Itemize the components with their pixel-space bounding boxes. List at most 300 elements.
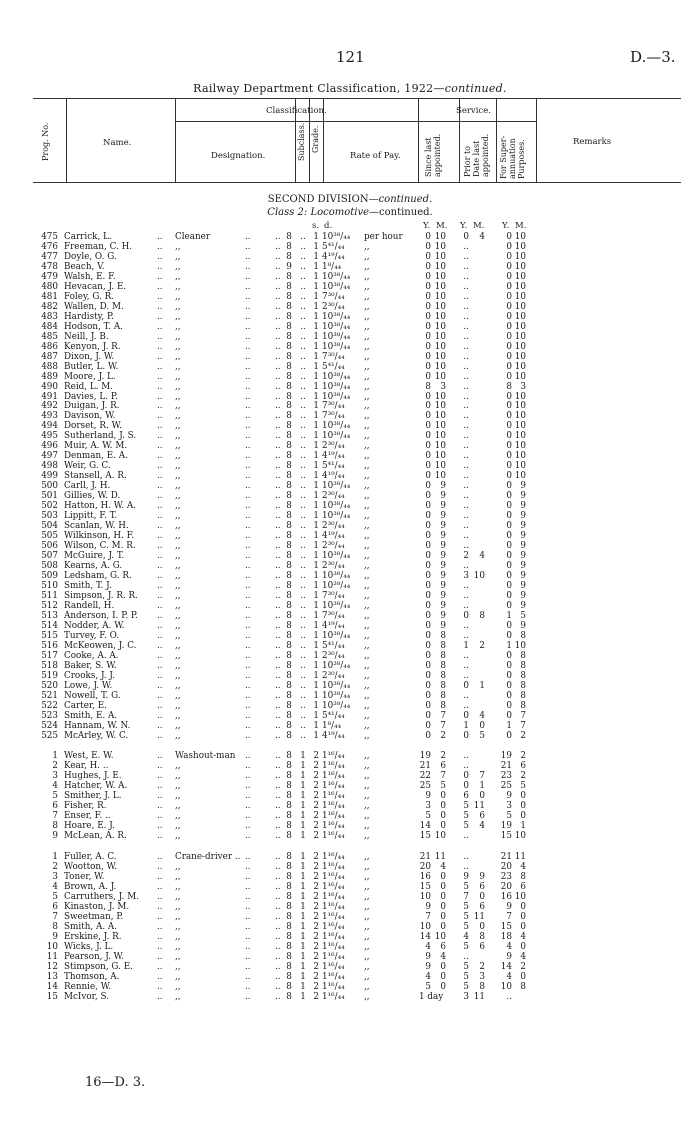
cell-since-months: 8 — [440, 690, 446, 701]
cell-rate-shillings: 2 — [313, 892, 319, 903]
leader-dots: .. — [157, 421, 163, 432]
cell-prog-no: 5 — [52, 892, 58, 903]
leader-dots: .. — [157, 371, 163, 382]
table-row — [0, 811, 700, 821]
cell-name: Stansell, A. R. — [64, 471, 127, 482]
cell-rate-pence: 1¹⁶/₄₄ — [322, 921, 345, 932]
leader-dots: .. — [245, 640, 251, 651]
table-row — [0, 441, 700, 451]
cell-since-years: 1 day — [419, 991, 444, 1002]
cell-grade: .. — [300, 281, 306, 292]
cell-prog-no: 1 — [52, 751, 58, 762]
cell-rate-period: ,, — [364, 921, 370, 932]
cell-rate-pence: 10³⁸/₄₄ — [322, 501, 351, 512]
cell-super-months: 8 — [520, 650, 526, 661]
cell-rate-period: ,, — [364, 971, 370, 982]
cell-prior-years: .. — [463, 411, 469, 422]
cell-rate-period: ,, — [364, 311, 370, 322]
cell-rate-pence: 4¹⁹/₄₄ — [322, 730, 345, 741]
table-row — [0, 541, 700, 551]
cell-name: Scanlan, W. H. — [64, 521, 129, 532]
cell-rate-period: ,, — [364, 501, 370, 512]
cell-since-years: 0 — [425, 311, 431, 322]
cell-rate-pence: 7³⁰/₄₄ — [322, 401, 345, 412]
cell-prior-years: .. — [463, 761, 469, 772]
leader-dots: .. — [157, 551, 163, 562]
cell-rate-period: ,, — [364, 241, 370, 252]
cell-rate-shillings: 2 — [313, 921, 319, 932]
cell-grade: .. — [300, 630, 306, 641]
cell-since-months: 0 — [440, 912, 446, 923]
cell-rate-shillings: 1 — [313, 700, 319, 711]
section-subtitle-main: Class 2: Locomotive — [267, 207, 370, 218]
leader-dots: .. — [245, 401, 251, 412]
cell-rate-shillings: 1 — [313, 610, 319, 621]
leader-dots: .. — [275, 321, 281, 332]
leader-dots: .. — [275, 912, 281, 923]
cell-designation: ,, — [175, 610, 181, 621]
cell-grade: 1 — [300, 902, 306, 913]
cell-grade: .. — [300, 491, 306, 502]
header-remarks: Remarks — [573, 137, 612, 147]
cell-rate-shillings: 1 — [313, 451, 319, 462]
leader-dots: .. — [245, 600, 251, 611]
cell-subclass: 8 — [286, 421, 292, 432]
leader-dots: .. — [157, 892, 163, 903]
cell-rate-pence: 4¹⁹/₄₄ — [322, 620, 345, 631]
cell-super-months: 0 — [520, 971, 526, 982]
cell-rate-pence: 1¹⁶/₄₄ — [322, 831, 345, 842]
cell-since-years: 21 — [419, 761, 431, 772]
leader-dots: .. — [275, 431, 281, 442]
cell-rate-pence: 4¹⁹/₄₄ — [322, 451, 345, 462]
leader-dots: .. — [157, 771, 163, 782]
cell-grade: 1 — [300, 801, 306, 812]
cell-designation: ,, — [175, 921, 181, 932]
cell-since-years: 0 — [425, 610, 431, 621]
cell-prior-years: .. — [463, 331, 469, 342]
cell-since-years: 10 — [419, 921, 431, 932]
table-row — [0, 852, 700, 862]
cell-rate-period: ,, — [364, 251, 370, 262]
leader-dots: .. — [157, 902, 163, 913]
cell-rate-shillings: 1 — [313, 690, 319, 701]
header-name: Name. — [103, 138, 132, 148]
leader-dots: .. — [157, 451, 163, 462]
cell-super-months: 8 — [520, 690, 526, 701]
cell-designation: ,, — [175, 630, 181, 641]
cell-rate-pence: 10³⁸/₄₄ — [322, 551, 351, 562]
cell-super-years: 0 — [506, 281, 512, 292]
cell-prior-months: 8 — [479, 610, 485, 621]
cell-rate-shillings: 1 — [313, 241, 319, 252]
table-title-suffix: —continued. — [433, 82, 507, 95]
cell-super-years: 0 — [506, 511, 512, 522]
cell-name: Wootton, W. — [64, 862, 117, 873]
cell-rate-period: ,, — [364, 811, 370, 822]
cell-prior-months: 6 — [479, 811, 485, 822]
cell-designation: ,, — [175, 931, 181, 942]
leader-dots: .. — [275, 710, 281, 721]
cell-super-months: 10 — [514, 640, 526, 651]
cell-prog-no: 9 — [52, 831, 58, 842]
table-row — [0, 892, 700, 902]
leader-dots: .. — [157, 610, 163, 621]
cell-name: Turvey, F. O. — [64, 630, 120, 641]
cell-rate-pence: 1¹⁶/₄₄ — [322, 872, 345, 883]
cell-prog-no: 520 — [41, 680, 58, 691]
cell-super-years: 0 — [506, 620, 512, 631]
cell-since-years: 22 — [419, 771, 431, 782]
cell-super-years: 0 — [506, 650, 512, 661]
leader-dots: .. — [157, 640, 163, 651]
cell-rate-shillings: 1 — [313, 421, 319, 432]
cell-since-months: 10 — [434, 371, 446, 382]
cell-rate-period: ,, — [364, 600, 370, 611]
cell-prior-years: 3 — [463, 991, 469, 1002]
cell-since-years: 0 — [425, 301, 431, 312]
cell-name: Cooke, A. A. — [64, 650, 119, 661]
cell-rate-period: ,, — [364, 620, 370, 631]
cell-prior-years: .. — [463, 580, 469, 591]
table-row — [0, 962, 700, 972]
cell-subclass: 8 — [286, 491, 292, 502]
leader-dots: .. — [275, 351, 281, 362]
leader-dots: .. — [275, 892, 281, 903]
leader-dots: .. — [157, 650, 163, 661]
cell-prior-years: .. — [463, 491, 469, 502]
cell-super-years: 1 — [506, 720, 512, 731]
cell-designation: Cleaner — [175, 232, 211, 242]
cell-subclass: 8 — [286, 600, 292, 611]
cell-since-years: 0 — [425, 491, 431, 502]
cell-rate-period: ,, — [364, 341, 370, 352]
cell-designation: ,, — [175, 421, 181, 432]
cell-subclass: 8 — [286, 481, 292, 492]
cell-since-months: 10 — [434, 301, 446, 312]
cell-designation: ,, — [175, 650, 181, 661]
table-row — [0, 751, 700, 761]
cell-designation: ,, — [175, 361, 181, 372]
leader-dots: .. — [245, 811, 251, 822]
cell-super-months: 2 — [520, 961, 526, 972]
cell-prog-no: 3 — [52, 771, 58, 782]
cell-grade: .. — [300, 481, 306, 492]
cell-designation: ,, — [175, 401, 181, 412]
cell-since-months: 10 — [434, 341, 446, 352]
cell-rate-period: ,, — [364, 351, 370, 362]
cell-name: Baker, S. W. — [64, 660, 117, 671]
cell-designation: ,, — [175, 381, 181, 392]
cell-prior-years: .. — [463, 451, 469, 462]
cell-subclass: 8 — [286, 251, 292, 262]
cell-super-years: 0 — [506, 371, 512, 382]
cell-prog-no: 522 — [41, 700, 58, 711]
cell-super-months: 10 — [514, 421, 526, 432]
cell-since-years: 0 — [425, 241, 431, 252]
cell-since-years: 19 — [419, 751, 431, 762]
cell-prior-months: 6 — [479, 941, 485, 952]
cell-subclass: 8 — [286, 311, 292, 322]
cell-super-months: 10 — [514, 341, 526, 352]
cell-prior-months: 6 — [479, 882, 485, 893]
cell-prog-no: 516 — [41, 640, 58, 651]
cell-grade: .. — [300, 241, 306, 252]
cell-since-months: 0 — [440, 981, 446, 992]
cell-rate-shillings: 2 — [313, 862, 319, 873]
cell-subclass: 8 — [286, 381, 292, 392]
leader-dots: .. — [157, 660, 163, 671]
cell-prior-years: .. — [463, 401, 469, 412]
table-row — [0, 882, 700, 892]
cell-rate-shillings: 1 — [313, 640, 319, 651]
table-row — [0, 551, 700, 561]
cell-rate-period: per hour — [364, 232, 403, 242]
cell-super-months: 8 — [520, 630, 526, 641]
cell-subclass: 8 — [286, 971, 292, 982]
cell-subclass: 8 — [286, 811, 292, 822]
cell-since-years: 0 — [425, 371, 431, 382]
cell-name: Dixon, J. W. — [64, 351, 115, 362]
cell-prior-years: 0 — [463, 610, 469, 621]
cell-super-years: 7 — [506, 912, 512, 923]
cell-super-years: 0 — [506, 531, 512, 542]
table-row — [0, 872, 700, 882]
cell-rate-period: ,, — [364, 630, 370, 641]
cell-rate-pence: 2³⁰/₄₄ — [322, 441, 345, 452]
cell-rate-pence: 1¹⁶/₄₄ — [322, 781, 345, 792]
cell-name: Wallen, D. M. — [64, 301, 124, 312]
cell-rate-shillings: 1 — [313, 471, 319, 482]
cell-since-months: 10 — [434, 411, 446, 422]
cell-since-months: 8 — [440, 640, 446, 651]
cell-designation: ,, — [175, 771, 181, 782]
cell-grade: .. — [300, 321, 306, 332]
section-subtitle-suffix: —continued. — [369, 207, 433, 218]
cell-super-months: 0 — [520, 912, 526, 923]
leader-dots: .. — [245, 361, 251, 372]
cell-prior-years: .. — [463, 381, 469, 392]
cell-rate-period: ,, — [364, 640, 370, 651]
cell-super-years: 10 — [500, 981, 512, 992]
cell-since-months: 10 — [434, 321, 446, 332]
cell-rate-pence: 10³⁸/₄₄ — [322, 281, 351, 292]
leader-dots: .. — [245, 610, 251, 621]
leader-dots: .. — [245, 541, 251, 552]
cell-super-years: 0 — [506, 521, 512, 532]
cell-rate-shillings: 2 — [313, 761, 319, 772]
cell-since-years: 15 — [419, 882, 431, 893]
cell-grade: .. — [300, 660, 306, 671]
cell-since-years: 3 — [425, 801, 431, 812]
cell-designation: ,, — [175, 951, 181, 962]
table-row — [0, 471, 700, 481]
cell-super-months: 10 — [514, 431, 526, 442]
cell-prior-years: .. — [463, 391, 469, 402]
leader-dots: .. — [157, 862, 163, 873]
section-title — [0, 194, 700, 205]
cell-since-months: 10 — [434, 261, 446, 272]
cell-prior-years: 0 — [463, 710, 469, 721]
cell-subclass: 8 — [286, 852, 292, 863]
cell-super-months: 10 — [514, 331, 526, 342]
cell-super-years: 19 — [500, 821, 512, 832]
cell-since-months: 7 — [440, 710, 446, 721]
cell-grade: .. — [300, 361, 306, 372]
cell-grade: 1 — [300, 852, 306, 863]
leader-dots: .. — [275, 961, 281, 972]
cell-super-years: 0 — [506, 341, 512, 352]
cell-rate-period: ,, — [364, 511, 370, 522]
cell-designation: ,, — [175, 710, 181, 721]
cell-subclass: 8 — [286, 441, 292, 452]
cell-super-years: 9 — [506, 951, 512, 962]
cell-since-years: 0 — [425, 600, 431, 611]
cell-rate-period: ,, — [364, 862, 370, 873]
cell-rate-pence: 10³⁸/₄₄ — [322, 690, 351, 701]
leader-dots: .. — [275, 771, 281, 782]
cell-rate-pence: 4¹⁹/₄₄ — [322, 471, 345, 482]
table-row — [0, 322, 700, 332]
cell-designation: ,, — [175, 541, 181, 552]
cell-name: Hevacan, J. E. — [64, 281, 127, 292]
leader-dots: .. — [157, 501, 163, 512]
cell-prog-no: 502 — [41, 501, 58, 512]
cell-super-years: 0 — [506, 331, 512, 342]
cell-rate-shillings: 2 — [313, 912, 319, 923]
cell-rate-shillings: 1 — [313, 441, 319, 452]
cell-prog-no: 480 — [41, 281, 58, 292]
cell-name: Carruthers, J. M. — [64, 892, 140, 903]
cell-subclass: 8 — [286, 660, 292, 671]
leader-dots: .. — [245, 241, 251, 252]
cell-since-years: 0 — [425, 700, 431, 711]
cell-super-months: 8 — [520, 700, 526, 711]
leader-dots: .. — [245, 590, 251, 601]
cell-grade: .. — [300, 471, 306, 482]
cell-designation: ,, — [175, 902, 181, 913]
cell-since-months: 10 — [434, 451, 446, 462]
leader-dots: .. — [275, 821, 281, 832]
cell-super-years: 21 — [500, 761, 512, 772]
cell-super-months: 6 — [520, 761, 526, 772]
cell-since-years: 0 — [425, 680, 431, 691]
leader-dots: .. — [275, 501, 281, 512]
cell-subclass: 8 — [286, 981, 292, 992]
cell-rate-pence: 1¹⁶/₄₄ — [322, 912, 345, 923]
cell-subclass: 8 — [286, 931, 292, 942]
cell-name: McIvor, S. — [64, 991, 110, 1002]
cell-subclass: 8 — [286, 991, 292, 1002]
cell-super-months: 7 — [520, 710, 526, 721]
table-row — [0, 681, 700, 691]
cell-subclass: 8 — [286, 541, 292, 552]
cell-since-years: 0 — [425, 521, 431, 532]
leader-dots: .. — [157, 251, 163, 262]
cell-prior-years: .. — [463, 281, 469, 292]
cell-rate-shillings: 2 — [313, 902, 319, 913]
cell-prior-years: .. — [463, 371, 469, 382]
cell-super-months: 0 — [520, 941, 526, 952]
cell-prog-no: 491 — [41, 391, 58, 402]
cell-prog-no: 512 — [41, 600, 58, 611]
cell-rate-period: ,, — [364, 892, 370, 903]
cell-since-years: 0 — [425, 640, 431, 651]
cell-prior-years: .. — [463, 670, 469, 681]
table-row — [0, 661, 700, 671]
leader-dots: .. — [275, 331, 281, 342]
leader-dots: .. — [157, 951, 163, 962]
cell-rate-pence: 10³⁸/₄₄ — [322, 700, 351, 711]
cell-super-months: 4 — [520, 862, 526, 873]
cell-grade: .. — [300, 610, 306, 621]
cell-subclass: 8 — [286, 831, 292, 842]
leader-dots: .. — [245, 872, 251, 883]
cell-since-months: 10 — [434, 431, 446, 442]
cell-since-months: 0 — [440, 961, 446, 972]
cell-since-months: 9 — [440, 600, 446, 611]
cell-rate-period: ,, — [364, 471, 370, 482]
table-row — [0, 571, 700, 581]
cell-subclass: 8 — [286, 710, 292, 721]
cell-super-years: 15 — [500, 831, 512, 842]
cell-rate-shillings: 2 — [313, 941, 319, 952]
cell-designation: Crane-driver .. — [175, 852, 241, 863]
leader-dots: .. — [275, 580, 281, 591]
leader-dots: .. — [275, 991, 281, 1002]
cell-designation: ,, — [175, 261, 181, 272]
leader-dots: .. — [157, 791, 163, 802]
cell-name: Lowe, J. W. — [64, 680, 113, 691]
table-row — [0, 531, 700, 541]
cell-name: Weir, G. C. — [64, 461, 111, 472]
cell-grade: .. — [300, 541, 306, 552]
cell-rate-pence: 1¹⁶/₄₄ — [322, 771, 345, 782]
leader-dots: .. — [245, 630, 251, 641]
cell-since-months: 2 — [440, 730, 446, 741]
cell-super-years: 3 — [506, 801, 512, 812]
cell-since-years: 0 — [425, 690, 431, 701]
cell-since-years: 0 — [425, 271, 431, 282]
cell-prior-months: 5 — [479, 730, 485, 741]
cell-since-months: 10 — [434, 251, 446, 262]
cell-super-months: 10 — [514, 361, 526, 372]
leader-dots: .. — [157, 680, 163, 691]
leader-dots: .. — [275, 630, 281, 641]
cell-super-years: 0 — [506, 630, 512, 641]
leader-dots: .. — [245, 941, 251, 952]
cell-designation: ,, — [175, 531, 181, 542]
cell-rate-pence: 2³⁰/₄₄ — [322, 650, 345, 661]
cell-rate-pence: 10³⁸/₄₄ — [322, 331, 351, 342]
cell-rate-shillings: 1 — [313, 491, 319, 502]
cell-prog-no: 10 — [46, 941, 58, 952]
cell-rate-period: ,, — [364, 872, 370, 883]
cell-designation: ,, — [175, 451, 181, 462]
cell-grade: .. — [300, 401, 306, 412]
cell-super-months: 9 — [520, 620, 526, 631]
cell-since-years: 0 — [425, 580, 431, 591]
cell-designation: ,, — [175, 781, 181, 792]
unit-months-prior: M. — [473, 221, 485, 231]
cell-grade: .. — [300, 511, 306, 522]
cell-rate-pence: 2³⁰/₄₄ — [322, 521, 345, 532]
cell-prior-years: .. — [463, 361, 469, 372]
cell-prior-years: 0 — [463, 680, 469, 691]
cell-grade: .. — [300, 271, 306, 282]
cell-rate-pence: 5⁴¹/₄₄ — [322, 241, 345, 252]
table-row — [0, 821, 700, 831]
